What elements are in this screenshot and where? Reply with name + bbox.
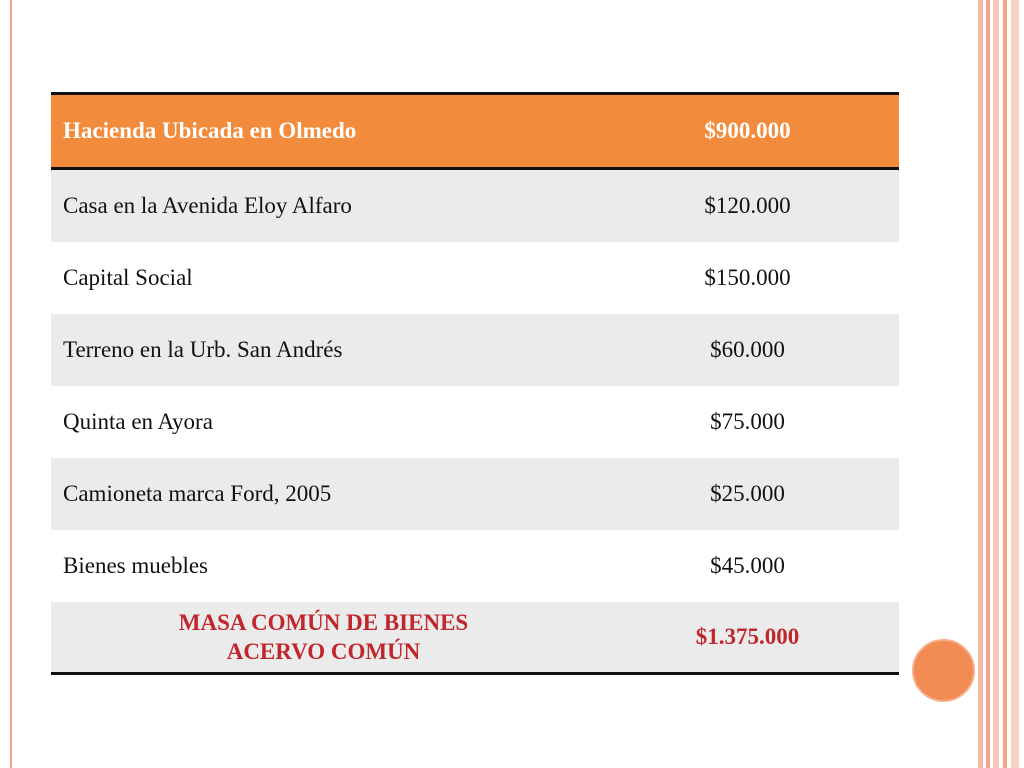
- decorative-circle-icon: [912, 639, 975, 702]
- table-header-row: [51, 94, 899, 169]
- asset-value: $45.000: [596, 530, 899, 602]
- total-label-line2: ACERVO COMÚN: [226, 639, 421, 664]
- asset-label: Capital Social: [51, 242, 596, 314]
- table-row: [51, 169, 899, 243]
- asset-value: $120.000: [596, 169, 899, 243]
- asset-value: $60.000: [596, 314, 899, 386]
- asset-value: $75.000: [596, 386, 899, 458]
- right-decorative-stripe: [1011, 0, 1019, 768]
- assets-table: [51, 92, 899, 675]
- right-decorative-stripe: [978, 0, 983, 768]
- total-value: $1.375.000: [596, 602, 899, 674]
- table-row: [51, 458, 899, 530]
- assets-table-container: [51, 92, 899, 675]
- table-row: [51, 314, 899, 386]
- total-label-line1: MASA COMÚN DE BIENES: [178, 610, 469, 635]
- asset-value: $150.000: [596, 242, 899, 314]
- table-row: [51, 242, 899, 314]
- right-decorative-stripe: [986, 0, 990, 768]
- table-total-row: [51, 602, 899, 674]
- right-decorative-stripe: [1003, 0, 1007, 768]
- asset-value: $25.000: [596, 458, 899, 530]
- asset-value: $900.000: [596, 94, 899, 169]
- asset-label: Quinta en Ayora: [51, 386, 596, 458]
- right-decorative-stripe: [993, 0, 999, 768]
- asset-label: Hacienda Ubicada en Olmedo: [51, 94, 596, 169]
- asset-label: Camioneta marca Ford, 2005: [51, 458, 596, 530]
- asset-label: Bienes muebles: [51, 530, 596, 602]
- table-row: [51, 530, 899, 602]
- total-label: [51, 602, 596, 674]
- table-row: [51, 386, 899, 458]
- left-decorative-stripe: [10, 0, 12, 768]
- asset-label: Casa en la Avenida Eloy Alfaro: [51, 169, 596, 243]
- asset-label: Terreno en la Urb. San Andrés: [51, 314, 596, 386]
